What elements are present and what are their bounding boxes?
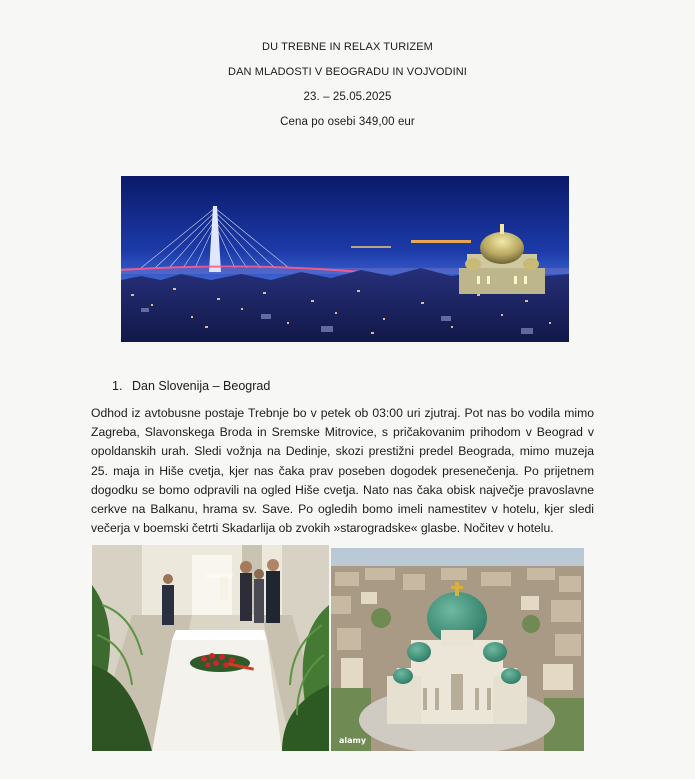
belgrade-night-panorama-photo [121, 176, 569, 342]
day1-heading [112, 378, 270, 394]
trip-title: DAN MLADOSTI V BEOGRADU IN VOJVODINI [228, 66, 467, 78]
photo-watermark-left: alamy [206, 571, 234, 580]
trip-price: Cena po osebi 349,00 eur [280, 116, 415, 128]
temple-of-saint-sava-photo [331, 548, 584, 751]
day1-title: Dan Slovenija – Beograd [132, 379, 271, 393]
agency-title: DU TREBNE IN RELAX TURIZEM [262, 41, 433, 53]
day1-paragraph: Odhod iz avtobusne postaje Trebnje bo v petek ob 03:00 uri zjutraj. Pot nas bo vodila mimo Zagreba, Slavonskega Broda in Sremske Mitrovice, s pričakovanim prihodom v Beograd v opoldanskih urah. Sledi vožnja na Dedinje, skozi prestižni predel Beograda, mimo muzeja 25. maja in Hiše cvetja, kjer nas čaka prav poseben dogodek presenečenja. Po prijetnem dogodku se bomo odpravili na ogled Hiše cvetja. Nato nas čaka obisk največje pravoslavne cerkve na Balkanu, hrama sv. Save. Po ogledih bomo imeli namestitev v hotelu, kjer sledi večerja v boemski četrti Skadarlija ob zvokih »starogradske« glasbe. Nočitev v hotelu. [91, 406, 594, 536]
house-of-flowers-tomb-photo [92, 545, 329, 751]
day1-number: 1. [112, 379, 123, 393]
photo-watermark-right: alamy [339, 736, 367, 745]
trip-dates: 23. – 25.05.2025 [303, 91, 392, 103]
document-header [0, 40, 695, 140]
